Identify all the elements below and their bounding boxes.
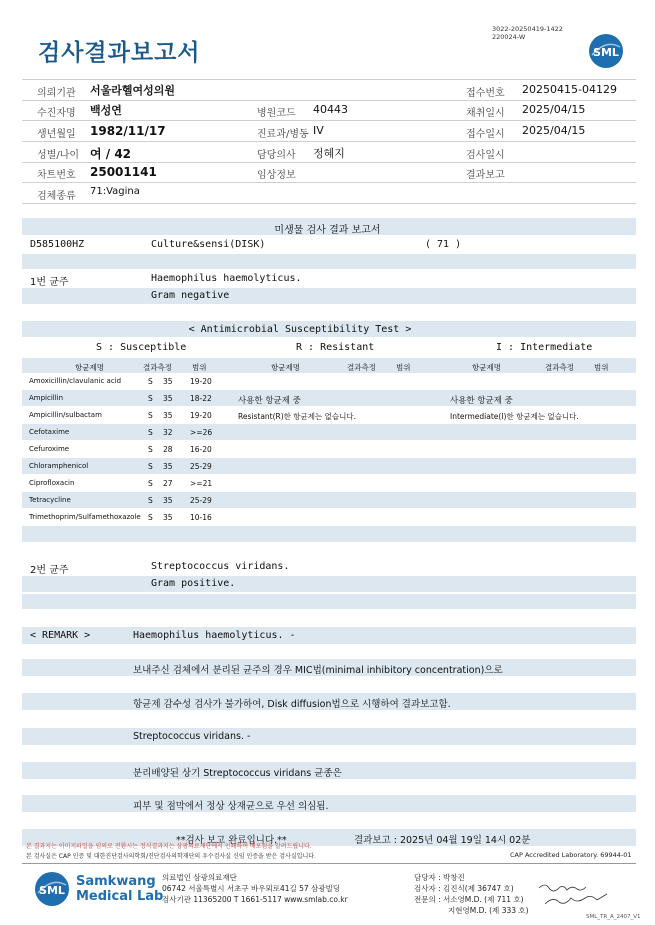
drug-name: Cefuroxime: [29, 445, 70, 453]
remark-line-2: 보내주신 검체에서 분리된 균주의 경우 MIC법(minimal inhibitory concentration)으로: [133, 665, 503, 676]
receipt-no-value: 20250415-04129: [522, 83, 617, 96]
document-id: [492, 25, 563, 41]
drug-range: 25-29: [190, 496, 212, 505]
drug-zone-value: 35: [163, 377, 173, 386]
drug-zone-value: 35: [163, 411, 173, 420]
doctor-label: 담당의사: [257, 150, 296, 161]
drug-name: Trimethoprim/Sulfamethoxazole: [29, 513, 141, 521]
drug-range: 19-20: [190, 377, 212, 386]
drug-range: 25-29: [190, 462, 212, 471]
legend-intermediate: I : Intermediate: [496, 342, 593, 353]
remark-line-1: Haemophilus haemolyticus. -: [133, 630, 296, 641]
remark-label: < REMARK >: [30, 630, 91, 641]
intermediate-note-used: 사용한 항균제 중: [450, 396, 513, 406]
test-date-label: 검사일시: [466, 150, 505, 161]
drug-interpretation: S: [148, 428, 153, 437]
drug-range: 18-22: [190, 394, 212, 403]
resistant-note-none: Resistant(R)한 항균제는 없습니다.: [238, 412, 357, 421]
birth-value: 1982/11/17: [90, 124, 166, 138]
notice-line-2: 본 검사실은 CAP 인증 및 대한진단검사의학회/진단검사의학재단의 우수검사실 신임 인증을 받은 검사실입니다.: [26, 853, 316, 860]
doc-id-line1: 3022-20250419-1422: [492, 25, 563, 33]
col-drug-r: 항균제명: [271, 363, 300, 372]
drug-range: 19-20: [190, 411, 212, 420]
receipt-no-label: 접수번호: [466, 88, 505, 99]
drug-name: Cefotaxime: [29, 428, 70, 436]
remark-line-3: 항균제 감수성 검사가 불가하여, Disk diffusion법으로 시행하여 결과보고함.: [133, 699, 451, 710]
intermediate-note-none: Intermediate(I)한 항균제는 없습니다.: [450, 412, 579, 421]
legend-susceptible: S : Susceptible: [96, 342, 187, 353]
report-time: 결과보고 : 2025년 04월 19일 14시 02분: [354, 835, 531, 846]
samkwang-logo: [34, 871, 70, 907]
col-result-r: 결과측정: [347, 363, 376, 372]
sex-age-label: 성별/나이: [37, 150, 80, 161]
specimen-label: 검체종류: [37, 191, 76, 202]
drug-interpretation: S: [148, 411, 153, 420]
remark-line-5: 분리배양된 상기 Streptococcus viridans 균종은: [133, 768, 342, 779]
drug-name: Ampicillin: [29, 394, 64, 402]
resistant-note-used: 사용한 항균제 중: [238, 396, 301, 406]
legend-resistant: R : Resistant: [296, 342, 375, 353]
remark-line-4: Streptococcus viridans. -: [133, 731, 251, 742]
sampling-date-value: 2025/04/15: [522, 103, 586, 116]
col-range-i: 범위: [594, 363, 609, 372]
samkwang-logo-text: [76, 874, 163, 904]
organism2-label: 2번 균주: [30, 565, 69, 576]
clinical-info-label: 임상정보: [257, 170, 296, 181]
staff-line-2: 검사자 : 김진식(제 36747 호): [414, 884, 514, 893]
doctor-value: 정혜지: [313, 147, 345, 160]
institution-label: 의뢰기관: [37, 88, 76, 99]
hospital-code-label: 병원코드: [257, 108, 296, 119]
result-report-label: 결과보고: [466, 170, 505, 181]
test-number: ( 71 ): [425, 239, 462, 250]
col-range-r: 범위: [396, 363, 411, 372]
institution-value: 서울라헬여성의원: [90, 84, 176, 97]
org-name: 의료법인 삼광의료재단: [162, 873, 237, 882]
receipt-date-value: 2025/04/15: [522, 124, 586, 137]
sampling-date-label: 채취일시: [466, 108, 505, 119]
col-drug-i: 항균제명: [472, 363, 501, 372]
collector-label: 수진자명: [37, 108, 76, 119]
doc-id-line2: 220024-W: [492, 33, 526, 41]
organism1-label: 1번 균주: [30, 277, 69, 288]
organism1-gram: Gram negative: [151, 290, 230, 301]
test-name: Culture&sensi(DISK): [151, 239, 266, 250]
dept-label: 진료과/병동: [257, 129, 309, 140]
drug-interpretation: S: [148, 513, 153, 522]
staff-line-1: 담당자 : 박창진: [414, 873, 465, 882]
drug-interpretation: S: [148, 462, 153, 471]
sml-logo-header: [588, 33, 624, 69]
drug-interpretation: S: [148, 394, 153, 403]
remark-line-6: 피부 및 점막에서 정상 상재균으로 우선 의심됨.: [133, 801, 329, 812]
sml-logo-text: SML: [593, 46, 619, 59]
drug-interpretation: S: [148, 479, 153, 488]
ast-title: < Antimicrobial Susceptibility Test >: [188, 324, 412, 335]
chart-no-value: 25001141: [90, 165, 157, 179]
notice-line-1: 본 결과지는 이미지파일을 임의로 전환시는 정식결과지는 삼광의료재단에서 인쇄하여 배포됨을 알려드립니다.: [26, 843, 312, 850]
birth-label: 생년월일: [37, 129, 76, 140]
org-address: 06742 서울특별시 서초구 바우뫼로41길 57 삼광빌딩: [162, 884, 341, 893]
drug-name: Ampicillin/sulbactam: [29, 411, 102, 419]
drug-name: Tetracycline: [29, 496, 71, 504]
page-title: 검사결과보고서: [38, 40, 201, 66]
micro-section-title: 미생물 검사 결과 보고서: [274, 225, 381, 236]
drug-zone-value: 35: [163, 394, 173, 403]
specimen-value: 71:Vagina: [90, 186, 140, 197]
drug-interpretation: S: [148, 377, 153, 386]
staff-line-4: 지현영M.D. (제 333 호): [448, 906, 529, 915]
collector-value: 백성연: [90, 104, 122, 117]
drug-name: Ciprofloxacin: [29, 479, 75, 487]
dept-value: IV: [313, 124, 324, 137]
drug-interpretation: S: [148, 445, 153, 454]
report-complete: **검사 보고 완료입니다.**: [176, 835, 287, 846]
organism2-name: Streptococcus viridans.: [151, 561, 290, 572]
signature-image: [535, 878, 625, 914]
logo-line-2: Medical Lab: [76, 889, 164, 904]
test-code: D585100HZ: [30, 239, 85, 250]
drug-name: Amoxicillin/clavulanic acid: [29, 377, 122, 385]
col-range-s: 범위: [192, 363, 207, 372]
org-contact: 검사기관 11365200 T 1661-5117 www.smlab.co.kr: [162, 895, 348, 904]
staff-line-3: 전문의 : 서소영M.D. (제 711 호): [414, 895, 524, 904]
logo-line-1: Samkwang: [76, 874, 156, 889]
organism2-gram: Gram positive.: [151, 578, 236, 589]
drug-range: 10-16: [190, 513, 212, 522]
drug-range: 16-20: [190, 445, 212, 454]
drug-zone-value: 32: [163, 428, 173, 437]
form-code: SML_TR_A_2407_V1: [586, 914, 641, 920]
drug-zone-value: 28: [163, 445, 173, 454]
col-drug-s: 항균제명: [75, 363, 104, 372]
sex-age-value: 여 / 42: [90, 147, 132, 161]
drug-zone-value: 35: [163, 462, 173, 471]
drug-zone-value: 35: [163, 513, 173, 522]
receipt-date-label: 접수일시: [466, 129, 505, 140]
col-result-s: 결과측정: [143, 363, 172, 372]
chart-no-label: 차트번호: [37, 170, 76, 181]
drug-zone-value: 35: [163, 496, 173, 505]
cap-accreditation: CAP Accredited Laboratory. 69944-01: [510, 851, 632, 859]
drug-range: >=26: [190, 428, 213, 437]
organism1-name: Haemophilus haemolyticus.: [151, 273, 302, 284]
footer-logo-sml: SML: [39, 884, 65, 897]
drug-range: >=21: [190, 479, 213, 488]
drug-interpretation: S: [148, 496, 153, 505]
hospital-code-value: 40443: [313, 103, 348, 116]
drug-name: Chloramphenicol: [29, 462, 89, 470]
col-result-i: 결과측정: [545, 363, 574, 372]
drug-zone-value: 27: [163, 479, 173, 488]
